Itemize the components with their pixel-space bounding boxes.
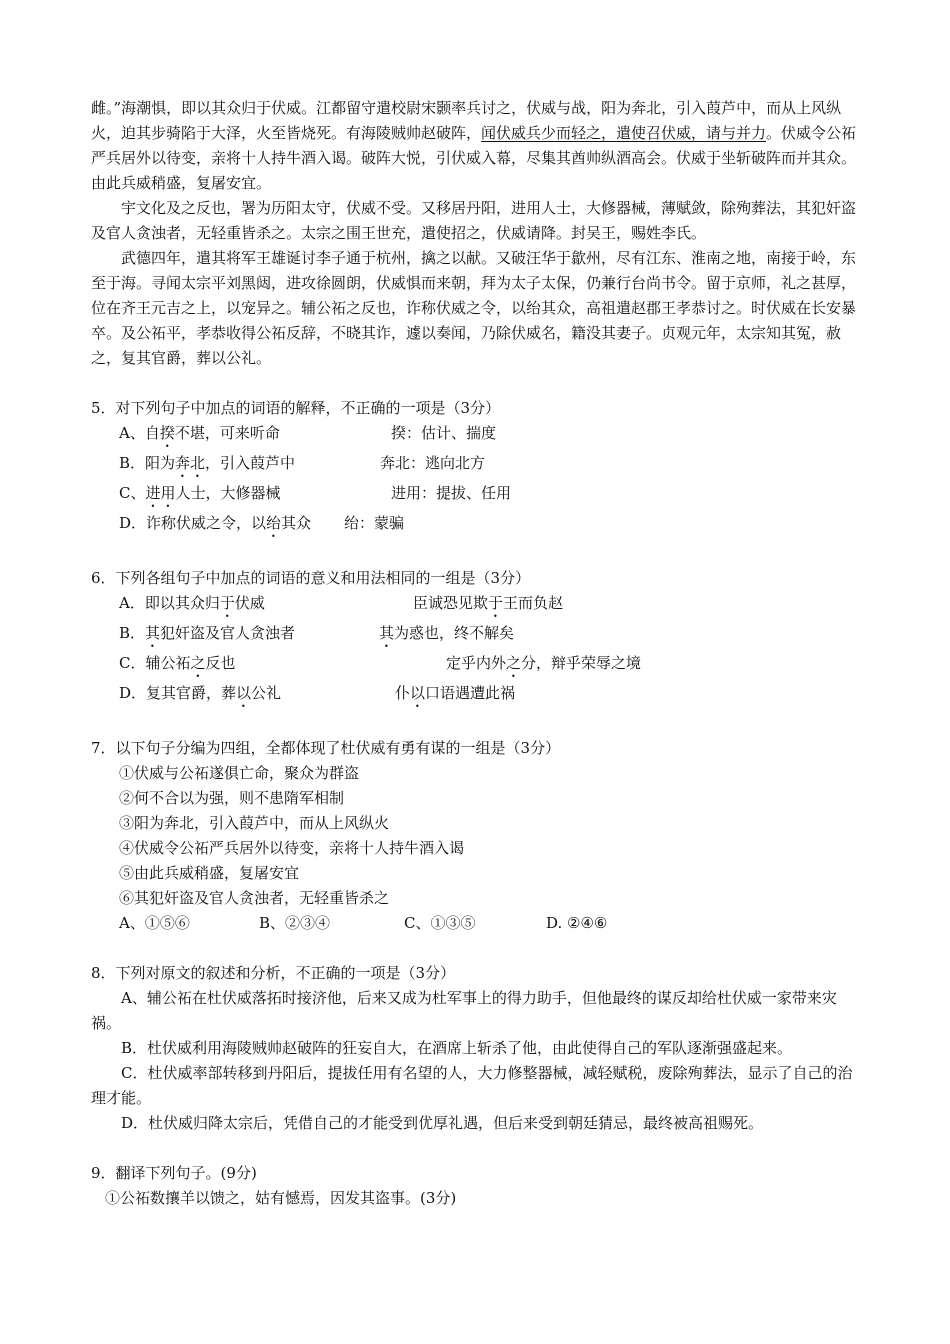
- q5-option-c: C、进用人士，大修器械 进用：提拔、任用: [119, 484, 512, 502]
- q6-option-d: D．复其官爵，葬以公礼 仆以口语遇遭此祸: [119, 684, 516, 702]
- q7-item-2: ②何不合以为强，则不患隋军相制: [119, 789, 345, 807]
- question-9: [91, 1161, 861, 1211]
- q7-item-1: ①伏威与公祏遂俱亡命，聚众为群盗: [119, 764, 360, 782]
- q7-choice-c: C、①③⑤: [404, 914, 476, 932]
- q6-option-b: B．其犯奸盗及官人贪浊者 其为惑也，终不解矣: [119, 624, 515, 642]
- q7-choice-b: B、②③④: [259, 914, 331, 932]
- q5-option-d: D．诈称伏威之令，以绐其众 绐：蒙骗: [119, 514, 405, 532]
- q7-item-4: ④伏威令公祏严兵居外以待变，亲将十人持牛酒入谒: [119, 839, 465, 857]
- question-5-stem: 5．对下列句子中加点的词语的解释，不正确的一项是（3分）: [91, 399, 501, 417]
- question-7: [91, 736, 861, 936]
- q7-choice-d: D. ②④⑥: [546, 914, 608, 932]
- question-8-stem: 8．下列对原文的叙述和分析，不正确的一项是（3分）: [91, 964, 456, 982]
- dotted-word: 揆: [159, 424, 175, 442]
- q7-choice-a: A、①⑤⑥: [119, 914, 190, 932]
- dotted-word: 进用: [145, 484, 176, 502]
- passage-paragraph-2: 宇文化及之反也，署为历阳太守，伏威不受。又移居丹阳，进用人士，大修器械，薄赋敛，除殉葬法，其犯奸盗及官人贪浊者，无轻重皆杀之。太宗之围王世充，遣使招之，伏威请降。封吴王，赐姓李氏。: [91, 199, 857, 242]
- q7-choices: [91, 911, 861, 936]
- q5-option-b: B．阳为奔北，引入葭芦中 奔北：逃向北方: [119, 454, 486, 472]
- q5-option-a: A、自揆不堪，可来听命 揆：估计、揣度: [119, 424, 497, 442]
- passage-paragraph-1: 雌。”海潮惧，即以其众归于伏威。江都留守遣校尉宋颢率兵讨之，伏威与战，阳为奔北，引入葭芦中，而从上风纵火，迫其步骑陷于大泽，火至皆烧死。有海陵贼帅赵破阵，闻伏威兵少而轻之，遣使召伏威，请与并力。伏威令公祏严兵居外以待变，亲将十人持牛酒入谒。破阵大悦，引伏威入幕，尽集其酋帅纵酒高会。伏威于坐斩破阵而并其众。由此兵威稍盛，复屠安宜。: [91, 99, 857, 192]
- q8-option-b: B．杜伏威利用海陵贼帅赵破阵的狂妄自大，在酒席上斩杀了他，由此使得自己的军队逐渐强盛起来。: [121, 1039, 793, 1057]
- q8-option-a: A、辅公祏在杜伏威落拓时接济他，后来又成为杜军事上的得力助手，但他最终的谋反却给杜伏威一家带来灾祸。: [91, 989, 837, 1032]
- question-8: [91, 961, 861, 1136]
- dotted-word: 绐: [266, 514, 282, 532]
- q8-option-d: D．杜伏威归降太宗后，凭借自己的才能受到优厚礼遇，但后来受到朝廷猜忌，最终被高祖赐死。: [121, 1114, 764, 1132]
- q9-item-1: ①公祏数攘羊以馈之，姑有憾焉，因发其盗事。(3分): [105, 1189, 457, 1207]
- question-6-stem: 6．下列各组句子中加点的词语的意义和用法相同的一组是（3分）: [91, 569, 531, 587]
- q7-item-6: ⑥其犯奸盗及官人贪浊者，无轻重皆杀之: [119, 889, 390, 907]
- exam-page: [91, 96, 861, 1211]
- underlined-sentence: 闻伏威兵少而轻之，遣使召伏威，请与并力: [481, 124, 767, 142]
- dotted-word: 奔北: [175, 454, 206, 472]
- q7-item-3: ③阳为奔北，引入葭芦中，而从上风纵火: [119, 814, 390, 832]
- question-7-stem: 7．以下句子分编为四组，全都体现了杜伏威有勇有谋的一组是（3分）: [91, 739, 561, 757]
- q8-option-c: C．杜伏威率部转移到丹阳后，提拔任用有名望的人，大力修整器械，减轻赋税，废除殉葬法，显示了自己的治理才能。: [91, 1064, 853, 1107]
- question-9-stem: 9．翻译下列句子。(9分): [91, 1164, 257, 1182]
- question-6: [91, 566, 861, 711]
- q6-option-c: C．辅公祏之反也 定乎内外之分，辩乎荣辱之境: [119, 654, 642, 672]
- passage-paragraph-3: 武德四年，遣其将军王雄诞讨李子通于杭州，擒之以献。又破汪华于歙州，尽有江东、淮南之地，南接于岭，东至于海。寻闻太宗平刘黑闼，进攻徐圆朗，伏威惧而来朝，拜为太子太保，仍兼行台尚书令。留于京师，礼之甚厚，位在齐王元吉之上，以宠异之。辅公祏之反也，诈称伏威之令，以绐其众，高祖遣赵郡王孝恭讨之。时伏威在长安暴卒。及公祏平，孝恭收得公祏反辞，不晓其诈，遽以奏闻，乃除伏威名，籍没其妻子。贞观元年，太宗知其冤，赦之，复其官爵，葬以公礼。: [91, 249, 857, 367]
- question-5: [91, 396, 861, 541]
- q6-option-a: A．即以其众归于伏威 臣诚恐见欺于王而负赵: [119, 594, 564, 612]
- q7-item-5: ⑤由此兵威稍盛，复屠安宜: [119, 864, 300, 882]
